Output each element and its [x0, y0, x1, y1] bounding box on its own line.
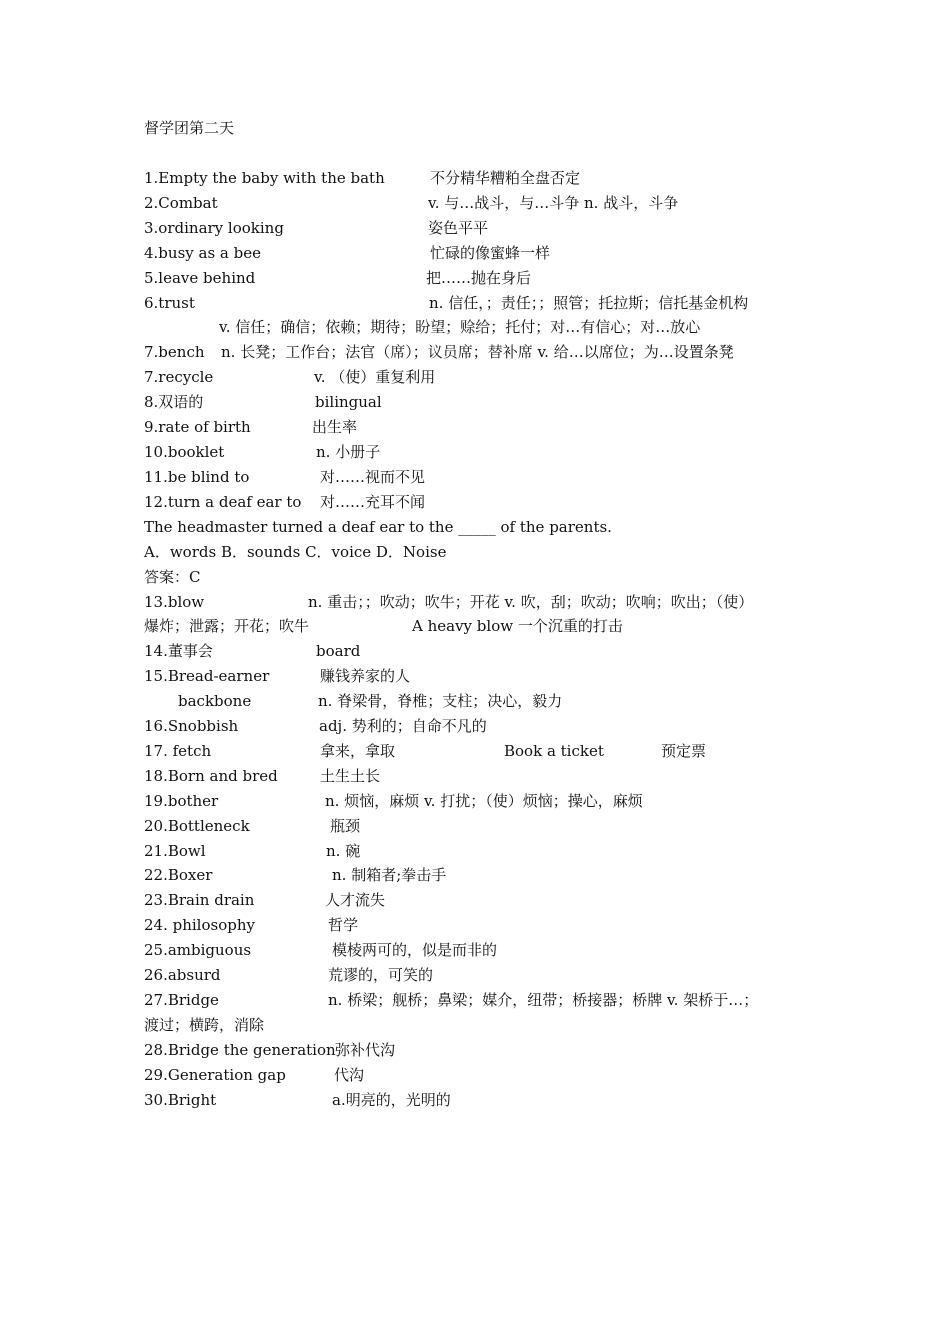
- list-item: [144, 193, 814, 218]
- list-item: [144, 1090, 814, 1115]
- term: 9.rate of birth: [144, 418, 251, 436]
- definition: 出生率: [312, 418, 358, 436]
- term: 12.turn a deaf ear to: [144, 493, 302, 511]
- term: 28.Bridge the generation: [144, 1041, 336, 1059]
- definition: 赚钱养家的人: [320, 667, 411, 685]
- question-text: The headmaster turned a deaf ear to the _____ of the parents.: [144, 518, 612, 536]
- answer-text: 答案：C: [144, 568, 201, 586]
- list-item: [144, 218, 814, 243]
- definition: v. （使）重复利用: [314, 368, 436, 386]
- term: 24. philosophy: [144, 916, 255, 934]
- definition: 拿来，拿取: [320, 742, 396, 760]
- term: 26.absurd: [144, 966, 221, 984]
- term: 23.Brain drain: [144, 891, 255, 909]
- term: backbone: [178, 692, 252, 710]
- list-item-continuation: [144, 616, 814, 641]
- definition: 爆炸；泄露；开花；吹牛: [144, 617, 310, 635]
- definition: adj. 势利的；自命不凡的: [319, 717, 487, 735]
- list-item: [144, 890, 814, 915]
- list-item: [144, 791, 814, 816]
- definition: board: [316, 642, 361, 660]
- definition: 对……视而不见: [320, 468, 426, 486]
- list-item: [144, 442, 814, 467]
- term: 1.Empty the baby with the bath: [144, 169, 385, 187]
- term: 11.be blind to: [144, 468, 250, 486]
- list-item: [144, 1040, 814, 1065]
- term: 5.leave behind: [144, 269, 256, 287]
- definition: n. 脊梁骨，脊椎；支柱；决心，毅力: [318, 692, 563, 710]
- definition: n. 重击；；吹动；吹牛；开花 v. 吹，刮；吹动；吹响；吹出；（使）: [308, 593, 754, 611]
- list-item: [144, 865, 814, 890]
- definition: v. 信任；确信；依赖；期待；盼望；赊给；托付；对…有信心；对…放心: [219, 318, 701, 336]
- definition: a.明亮的，光明的: [332, 1091, 451, 1109]
- term: 8.双语的: [144, 393, 204, 411]
- definition: n. 桥梁；舰桥；鼻梁；媒介，纽带；桥接器；桥牌 v. 架桥于…；: [328, 991, 759, 1009]
- list-item: [144, 367, 814, 392]
- term: 22.Boxer: [144, 866, 213, 884]
- term: 16.Snobbish: [144, 717, 239, 735]
- term: 17. fetch: [144, 742, 212, 760]
- term: 7.bench: [144, 343, 205, 361]
- term: 3.ordinary looking: [144, 219, 284, 237]
- definition: 不分精华糟粕全盘否定: [430, 169, 581, 187]
- definition: 把……抛在身后: [426, 269, 532, 287]
- definition: 土生土长: [320, 767, 381, 785]
- list-item: [144, 492, 814, 517]
- term: 20.Bottleneck: [144, 817, 250, 835]
- term: Book a ticket: [504, 742, 604, 760]
- list-item-continuation: [144, 317, 814, 342]
- definition: 预定票: [661, 742, 707, 760]
- term: 30.Bright: [144, 1091, 217, 1109]
- list-item: [144, 741, 814, 766]
- list-item: [144, 990, 814, 1015]
- term: 13.blow: [144, 593, 205, 611]
- list-item: [144, 293, 814, 318]
- definition: 渡过；横跨，消除: [144, 1016, 265, 1034]
- term: 6.trust: [144, 294, 195, 312]
- list-item-continuation: [144, 1015, 814, 1040]
- list-item: [144, 666, 814, 691]
- term: 4.busy as a bee: [144, 244, 261, 262]
- term: 25.ambiguous: [144, 941, 252, 959]
- definition: 模棱两可的，似是而非的: [332, 941, 498, 959]
- list-item: [144, 168, 814, 193]
- definition: 荒谬的，可笑的: [328, 966, 434, 984]
- list-item: [144, 592, 814, 617]
- definition: 人才流失: [325, 891, 386, 909]
- list-item: [144, 841, 814, 866]
- term: 14.董事会: [144, 642, 213, 660]
- list-item: [144, 816, 814, 841]
- list-item: [144, 342, 814, 367]
- definition: bilingual: [315, 393, 382, 411]
- definition: 弥补代沟: [335, 1041, 396, 1059]
- definition: 对……充耳不闻: [320, 493, 426, 511]
- list-item: [144, 641, 814, 666]
- exercise-options: [144, 542, 814, 567]
- example: A heavy blow 一个沉重的打击: [412, 617, 623, 635]
- definition: 代沟: [334, 1066, 365, 1084]
- term: 7.recycle: [144, 368, 214, 386]
- list-item: [144, 268, 814, 293]
- list-item: [144, 467, 814, 492]
- list-item: [144, 417, 814, 442]
- list-item: [144, 940, 814, 965]
- exercise-answer: [144, 567, 814, 592]
- term: 29.Generation gap: [144, 1066, 286, 1084]
- definition: 忙碌的像蜜蜂一样: [430, 244, 551, 262]
- term: 10.booklet: [144, 443, 225, 461]
- definition: n. 烦恼，麻烦 v. 打扰；（使）烦恼；操心，麻烦: [325, 792, 643, 810]
- page-title: 督学团第二天: [144, 119, 235, 137]
- definition: n. 信任，；责任；；照管；托拉斯；信托基金机构: [429, 294, 749, 312]
- definition: n. 制箱者;拳击手: [332, 866, 447, 884]
- term: 27.Bridge: [144, 991, 219, 1009]
- exercise-question: [144, 517, 814, 542]
- term: 19.bother: [144, 792, 219, 810]
- term: 2.Combat: [144, 194, 218, 212]
- definition: 瓶颈: [330, 817, 361, 835]
- list-item: [144, 392, 814, 417]
- list-item: [144, 716, 814, 741]
- definition: 哲学: [328, 916, 359, 934]
- list-item: [144, 691, 814, 716]
- list-item: [144, 766, 814, 791]
- list-item: [144, 965, 814, 990]
- definition: n. 长凳；工作台；法官（席）；议员席；替补席 v. 给…以席位；为…设置条凳: [221, 343, 734, 361]
- definition: n. 碗: [326, 842, 361, 860]
- term: 15.Bread-earner: [144, 667, 270, 685]
- options-text: A．words B．sounds C．voice D．Noise: [144, 543, 447, 561]
- list-item: [144, 915, 814, 940]
- list-item: [144, 1065, 814, 1090]
- term: 21.Bowl: [144, 842, 206, 860]
- definition: 姿色平平: [428, 219, 489, 237]
- term: 18.Born and bred: [144, 767, 278, 785]
- definition: v. 与…战斗，与…斗争 n. 战斗，斗争: [428, 194, 679, 212]
- definition: n. 小册子: [316, 443, 381, 461]
- list-item: [144, 243, 814, 268]
